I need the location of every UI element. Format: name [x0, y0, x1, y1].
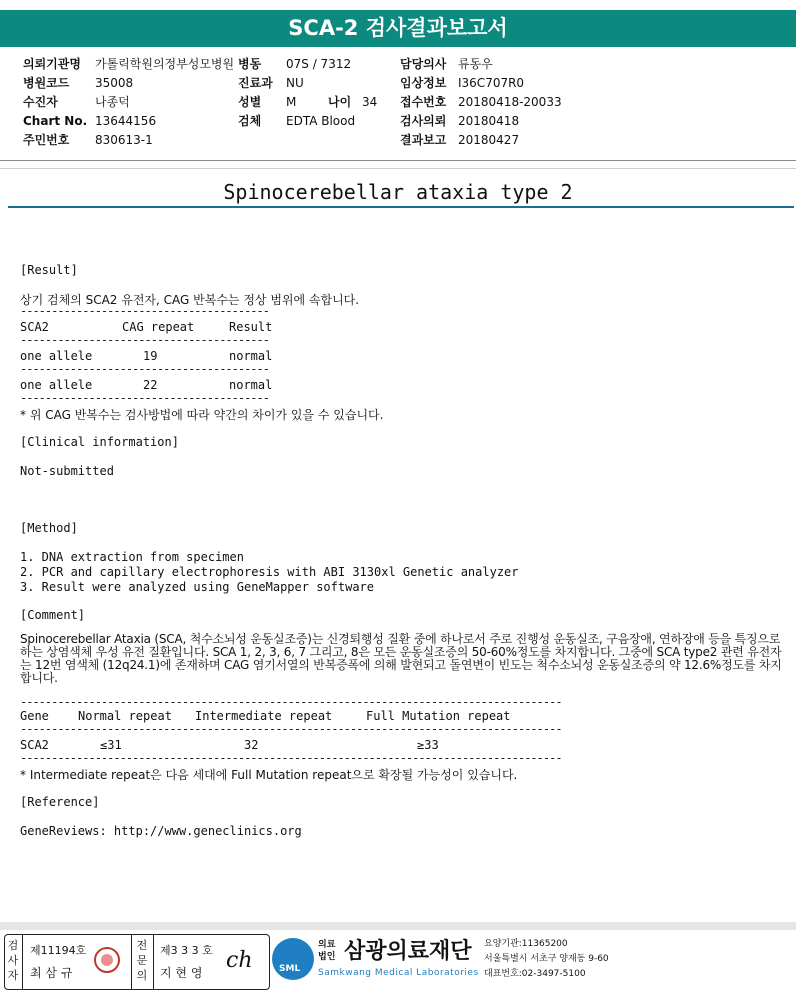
- method-item: 2. PCR and capillary electrophoresis with ABI 3130xl Genetic analyzer: [20, 565, 519, 579]
- table-divider: ----------------------------------------: [20, 304, 269, 318]
- info-label: 검사의뢰: [400, 114, 447, 128]
- info-column-middle: [238, 55, 377, 131]
- comment-heading: [Comment]: [20, 608, 86, 622]
- comment-header-gene: Gene: [20, 709, 49, 723]
- result-header-cag: CAG repeat: [122, 320, 195, 334]
- comment-header-normal: Normal repeat: [78, 709, 172, 723]
- result-row-allele: one allele: [20, 349, 93, 363]
- footer-strip: [0, 922, 796, 930]
- seal-stamp: [94, 947, 120, 973]
- info-value: 35008: [95, 76, 134, 90]
- result-header-gene: SCA2: [20, 320, 49, 334]
- result-row-result: normal: [229, 378, 273, 392]
- comment-row-full: ≥33: [417, 738, 439, 752]
- info-column-right: [400, 55, 562, 150]
- info-label: 임상정보: [400, 76, 447, 90]
- org-code: 요양기관:11365200: [484, 939, 568, 949]
- info-label: 병원코드: [23, 76, 70, 90]
- result-row-allele: one allele: [20, 378, 93, 392]
- info-label: 성별: [238, 95, 262, 109]
- report-header-title: SCA-2 검사결과보고서: [0, 10, 796, 47]
- comment-row-intermediate: 32: [244, 738, 259, 752]
- info-value: 13644156: [95, 114, 157, 128]
- info-label: 담당의사: [400, 57, 447, 71]
- report-title: Spinocerebellar ataxia type 2: [223, 180, 573, 204]
- info-value: 20180427: [458, 133, 520, 147]
- info-value: 20180418-20033: [458, 95, 562, 109]
- approver-label: 전문의: [136, 939, 148, 982]
- comment-row-normal: ≤31: [100, 738, 122, 752]
- footer-divider: [131, 934, 132, 990]
- reference-text: GeneReviews: http://www.geneclinics.org: [20, 824, 302, 838]
- result-row-repeat: 22: [143, 378, 158, 392]
- inspector-name: 최 삼 규: [30, 966, 73, 980]
- approver-number: 제3 3 3 호: [160, 944, 213, 957]
- info-value: NU: [286, 76, 304, 90]
- org-name: 삼광의료재단: [344, 939, 472, 964]
- result-text: 상기 검체의 SCA2 유전자, CAG 반복수는 정상 범위에 속합니다.: [20, 293, 360, 307]
- table-divider: ----------------------------------------: [20, 333, 269, 347]
- info-value: 가톨릭학원의정부성모병원: [95, 57, 235, 71]
- info-value: 830613-1: [95, 133, 153, 147]
- info-label: 의뢰기관명: [23, 57, 81, 71]
- info-column-left: [23, 55, 234, 150]
- result-row-result: normal: [229, 349, 273, 363]
- org-prefix-line: 법인: [318, 952, 336, 962]
- org-english-name: Samkwang Medical Laboratories: [318, 968, 479, 978]
- age-value: 34: [362, 95, 378, 109]
- reference-heading: [Reference]: [20, 795, 100, 809]
- table-divider: ----------------------------------------: [20, 391, 269, 405]
- comment-header-intermediate: Intermediate repeat: [195, 709, 333, 723]
- table-divider: ---------------------------------------------------------------------------------------: [20, 751, 562, 765]
- signature: ch: [226, 948, 253, 973]
- org-prefix-line: 의료: [318, 940, 336, 950]
- org-logo-text: SML: [279, 964, 301, 974]
- result-note: * 위 CAG 반복수는 검사방법에 따라 약간의 차이가 있을 수 있습니다.: [20, 408, 384, 422]
- method-item: 3. Result were analyzed using GeneMapper software: [20, 580, 375, 594]
- result-header-result: Result: [229, 320, 273, 334]
- info-label: 병동: [238, 57, 262, 71]
- title-underline: [8, 206, 794, 208]
- approver-name: 지 현 영: [160, 966, 203, 980]
- comment-row-gene: SCA2: [20, 738, 49, 752]
- info-label: 수진자: [23, 95, 58, 109]
- org-contact: [484, 937, 609, 982]
- comment-header-full: Full Mutation repeat: [366, 709, 511, 723]
- info-label: 주민번호: [23, 133, 70, 147]
- footer-divider: [153, 934, 154, 990]
- info-value: M: [286, 95, 297, 109]
- info-divider-light: [0, 168, 796, 169]
- inspector-number: 제11194호: [30, 944, 87, 957]
- table-divider: ---------------------------------------------------------------------------------------: [20, 722, 562, 736]
- info-value: 20180418: [458, 114, 520, 128]
- info-value: I36C707R0: [458, 76, 525, 90]
- result-heading: [Result]: [20, 263, 78, 277]
- info-label: 결과보고: [400, 133, 447, 147]
- info-label: Chart No.: [23, 114, 88, 128]
- method-item: 1. DNA extraction from specimen: [20, 550, 244, 564]
- footer-divider: [22, 934, 23, 990]
- info-label: 검체: [238, 114, 262, 128]
- age-label: 나이: [328, 95, 352, 109]
- table-divider: ----------------------------------------: [20, 362, 269, 376]
- org-phone: 대표번호:02-3497-5100: [484, 969, 586, 979]
- info-label: 접수번호: [400, 95, 447, 109]
- clinical-heading: [Clinical information]: [20, 435, 179, 449]
- result-row-repeat: 19: [143, 349, 158, 363]
- table-divider: ---------------------------------------------------------------------------------------: [20, 695, 562, 709]
- info-value: 07S / 7312: [286, 57, 352, 71]
- org-prefix: [318, 939, 335, 963]
- org-address: 서울특별시 서초구 양재동 9-60: [484, 954, 609, 964]
- info-value: EDTA Blood: [286, 114, 356, 128]
- comment-text: Spinocerebellar Ataxia (SCA, 척수소뇌성 운동실조증)는 신경퇴행성 질환 중에 하나로서 주로 진행성 운동실조, 구음장애, 연하장애 등을 특징으로 하는 상염색체 우성 유전 질환입니다. SCA 1, 2, 3, 6, 7 그리고, 8은 모든 운동실조증의 50-60%정도를 차지합니다. 그중에 SCA type2 관련 유전자는 12번 염색체 (12q24.1)에 존재하며 CAG 염기서열의 반복증폭에 의해 발현되고 돌연변이 빈도는 척수소뇌성 운동실조증의 약 12.6%정도를 차지 합니다.: [20, 632, 782, 685]
- info-value: 나종덕: [95, 95, 130, 109]
- info-label: 진료과: [238, 76, 273, 90]
- info-divider: [0, 160, 796, 161]
- clinical-text: Not-submitted: [20, 464, 114, 478]
- inspector-label: 검사자: [7, 939, 19, 982]
- method-heading: [Method]: [20, 521, 78, 535]
- comment-note: * Intermediate repeat은 다음 세대에 Full Mutation repeat으로 확장될 가능성이 있습니다.: [20, 768, 518, 782]
- info-value: 류동우: [458, 57, 493, 71]
